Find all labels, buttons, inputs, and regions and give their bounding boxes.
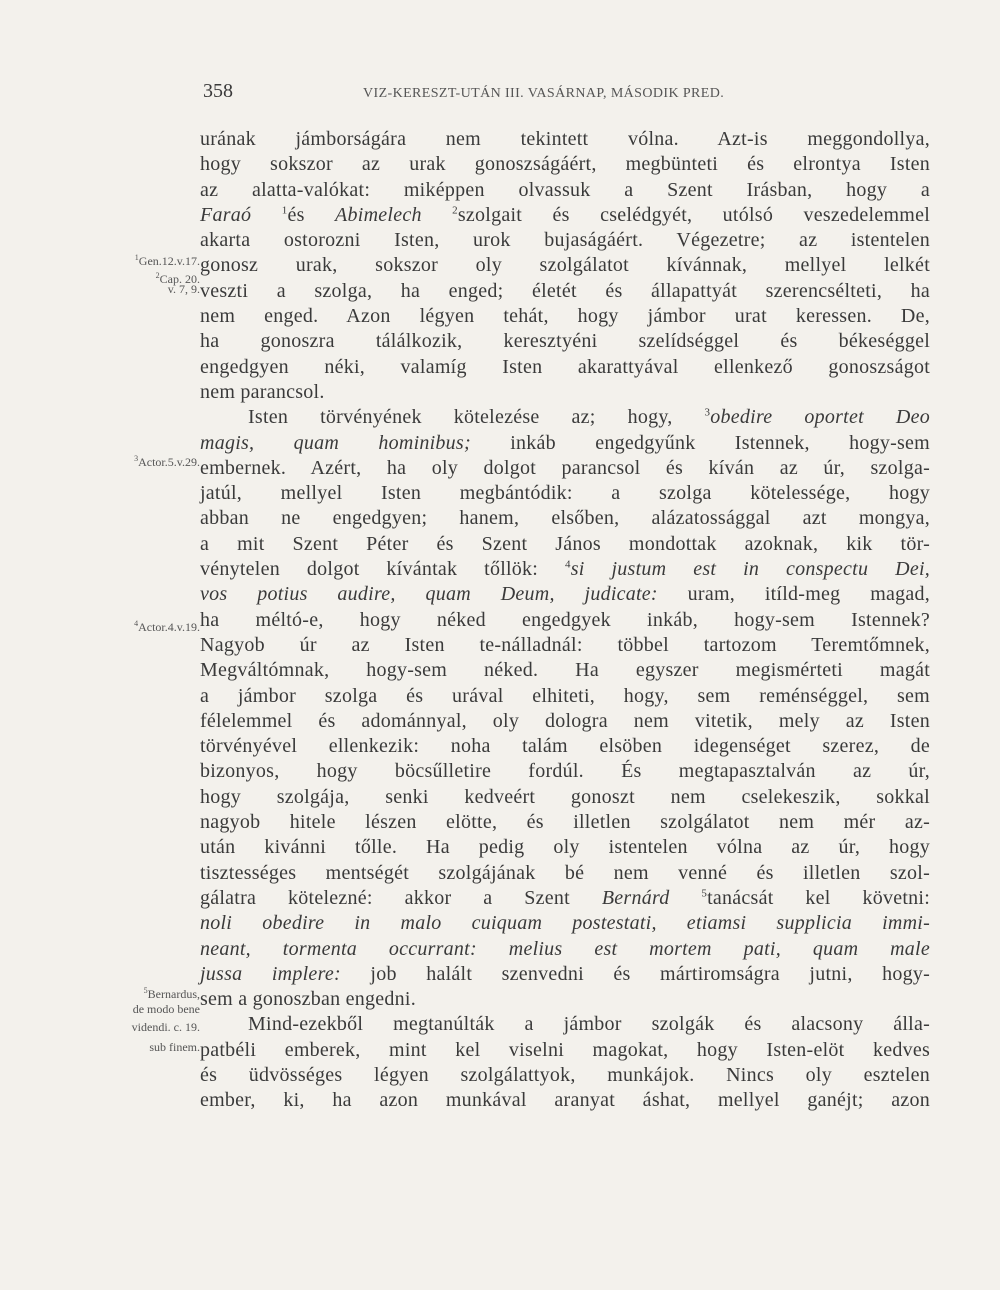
margin-note: v. 7, 9.: [167, 282, 200, 296]
text-line: hogy sokszor az urak gonoszságáért, megbünteti és elrontya Isten: [200, 153, 930, 176]
text-line: gonosz urak, sokszor oly szolgálatot kívánnak, mellyel lelkét: [200, 254, 930, 277]
text-line: nem parancsol.: [200, 380, 325, 403]
text-line: vos potius audire, quam Deum, judicate: uram, itíld-meg magad,: [200, 583, 931, 606]
text-line: Mind-ezekből megtanúlták a jámbor szolgák és alacsony álla-: [248, 1013, 930, 1036]
body-text: [200, 127, 930, 1114]
text-line: veszti a szolga, ha enged; életét és állapattyát szerencsélteti, ha: [200, 279, 930, 302]
text-line: gálatra kötelezné: akkor a Szent Bernárd $^5$tanácsát kel követni:: [200, 886, 930, 909]
text-line: után kivánni tőlle. Ha pedig oly istentelen vólna az úr, hogy: [200, 836, 930, 859]
text-line: ember, ki, ha azon munkával aranyat áshat, mellyel ganéjt; azon: [200, 1089, 930, 1112]
text-line: félelemmel és adománnyal, oly dologra nem vitetik, mely az Isten: [200, 709, 930, 732]
text-line: nagyob hitele lészen elötte, és illetlen szolgálatot nem mér az-: [200, 811, 930, 834]
text-line: törvényével ellenkezik: noha talám elsöben idegenséget szerez, de: [200, 735, 930, 758]
margin-note: $^5$Bernardus,: [143, 986, 200, 1001]
text-line: a mit Szent Péter és Szent János mondottak azoknak, kik tör-: [200, 532, 930, 555]
text-line: Nagyob úr az Isten te-nálladnál: többel tartozom Teremtőmnek,: [200, 633, 930, 656]
text-line: a jámbor szolga és urával elhiteti, hogy, sem reménséggel, sem: [200, 684, 930, 707]
margin-note: $^2$Cap. 20.: [155, 271, 200, 286]
text-line: neant, tormenta occurrant: melius est mortem pati, quam male: [200, 937, 930, 960]
text-line: akarta ostorozni Isten, urok bujaságáért. Végezetre; az istentelen: [200, 229, 930, 252]
text-line: hogy szolgája, senki kedveért gonoszt nem cselekeszik, sokkal: [200, 785, 930, 808]
margin-notes: [0, 0, 200, 1290]
running-head: VIZ-KERESZT-UTÁN III. VASÁRNAP, MÁSODIK PRED.: [363, 86, 725, 101]
text-line: Faraó $^1$és Abimelech $^2$szolgait és cselédgyét, utólsó veszedelemmel: [200, 203, 931, 226]
text-line: jatúl, mellyel Isten megbántódik: a szolga kötelessége, hogy: [200, 482, 930, 505]
margin-note: $^1$Gen.12.v.17.: [134, 253, 200, 268]
text-line: engedgyen néki, valamíg Isten akarattyával ellenkező gonoszságot: [200, 355, 930, 378]
margin-note: sub finem.: [149, 1040, 200, 1054]
text-line: az alatta-valókat: miképpen olvassuk a Szent Irásban, hogy a: [200, 178, 930, 201]
margin-note: $^3$Actor.5.v.29.: [134, 454, 200, 469]
page-header: [203, 80, 923, 110]
margin-note: videndi. c. 19.: [131, 1020, 200, 1034]
text-line: nem enged. Azon légyen tehát, hogy jámbor urat keressen. De,: [200, 305, 930, 328]
text-line: ha gonoszra tálálkozik, keresztyéni szelídséggel és békeséggel: [200, 330, 930, 353]
text-line: tisztességes mentségét szolgájának bé nem venné és illetlen szol-: [200, 861, 930, 884]
text-line: abban ne engedgyen; hanem, elsőben, alázatossággal azt mongya,: [200, 507, 930, 530]
text-line: patbéli emberek, mint kel viselni magokat, hogy Isten-elöt kedves: [200, 1038, 930, 1061]
text-line: jussa implere: job halált szenvedni és mártiromságra jutni, hogy-: [200, 962, 931, 985]
text-line: és üdvösséges légyen szolgálattyok, munkájok. Nincs oly esztelen: [200, 1063, 930, 1086]
margin-note: de modo bene: [132, 1002, 200, 1016]
text-line: noli obedire in malo cuiquam postestati, etiamsi supplicia immi-: [200, 912, 930, 935]
text-line: embernek. Azért, ha oly dolgot parancsol és kíván az úr, szolga-: [200, 456, 930, 479]
page-number: 358: [203, 80, 233, 102]
text-line: magis, quam hominibus; inkáb engedgyűnk Istennek, hogy-sem: [200, 431, 930, 454]
text-line: ha méltó-e, hogy néked engedgyek inkáb, hogy-sem Istennek?: [200, 608, 930, 631]
text-line: Isten törvényének kötelezése az; hogy, $^3$obedire oportet Deo: [248, 406, 930, 429]
text-line: sem a gonoszban engedni.: [200, 988, 416, 1011]
text-line: bizonyos, hogy böcsűlletire fordúl. És megtapasztalván az úr,: [200, 760, 930, 783]
text-line: vénytelen dolgot kívántak tőllök: $^4$si justum est in conspectu Dei,: [200, 558, 931, 581]
margin-note: $^4$Actor.4.v.19.: [134, 619, 200, 634]
text-line: Megváltómnak, hogy-sem néked. Ha egyszer megismérteti magát: [200, 659, 930, 682]
text-line: urának jámborságára nem tekintett vólna. Azt-is meggondollya,: [200, 128, 930, 150]
